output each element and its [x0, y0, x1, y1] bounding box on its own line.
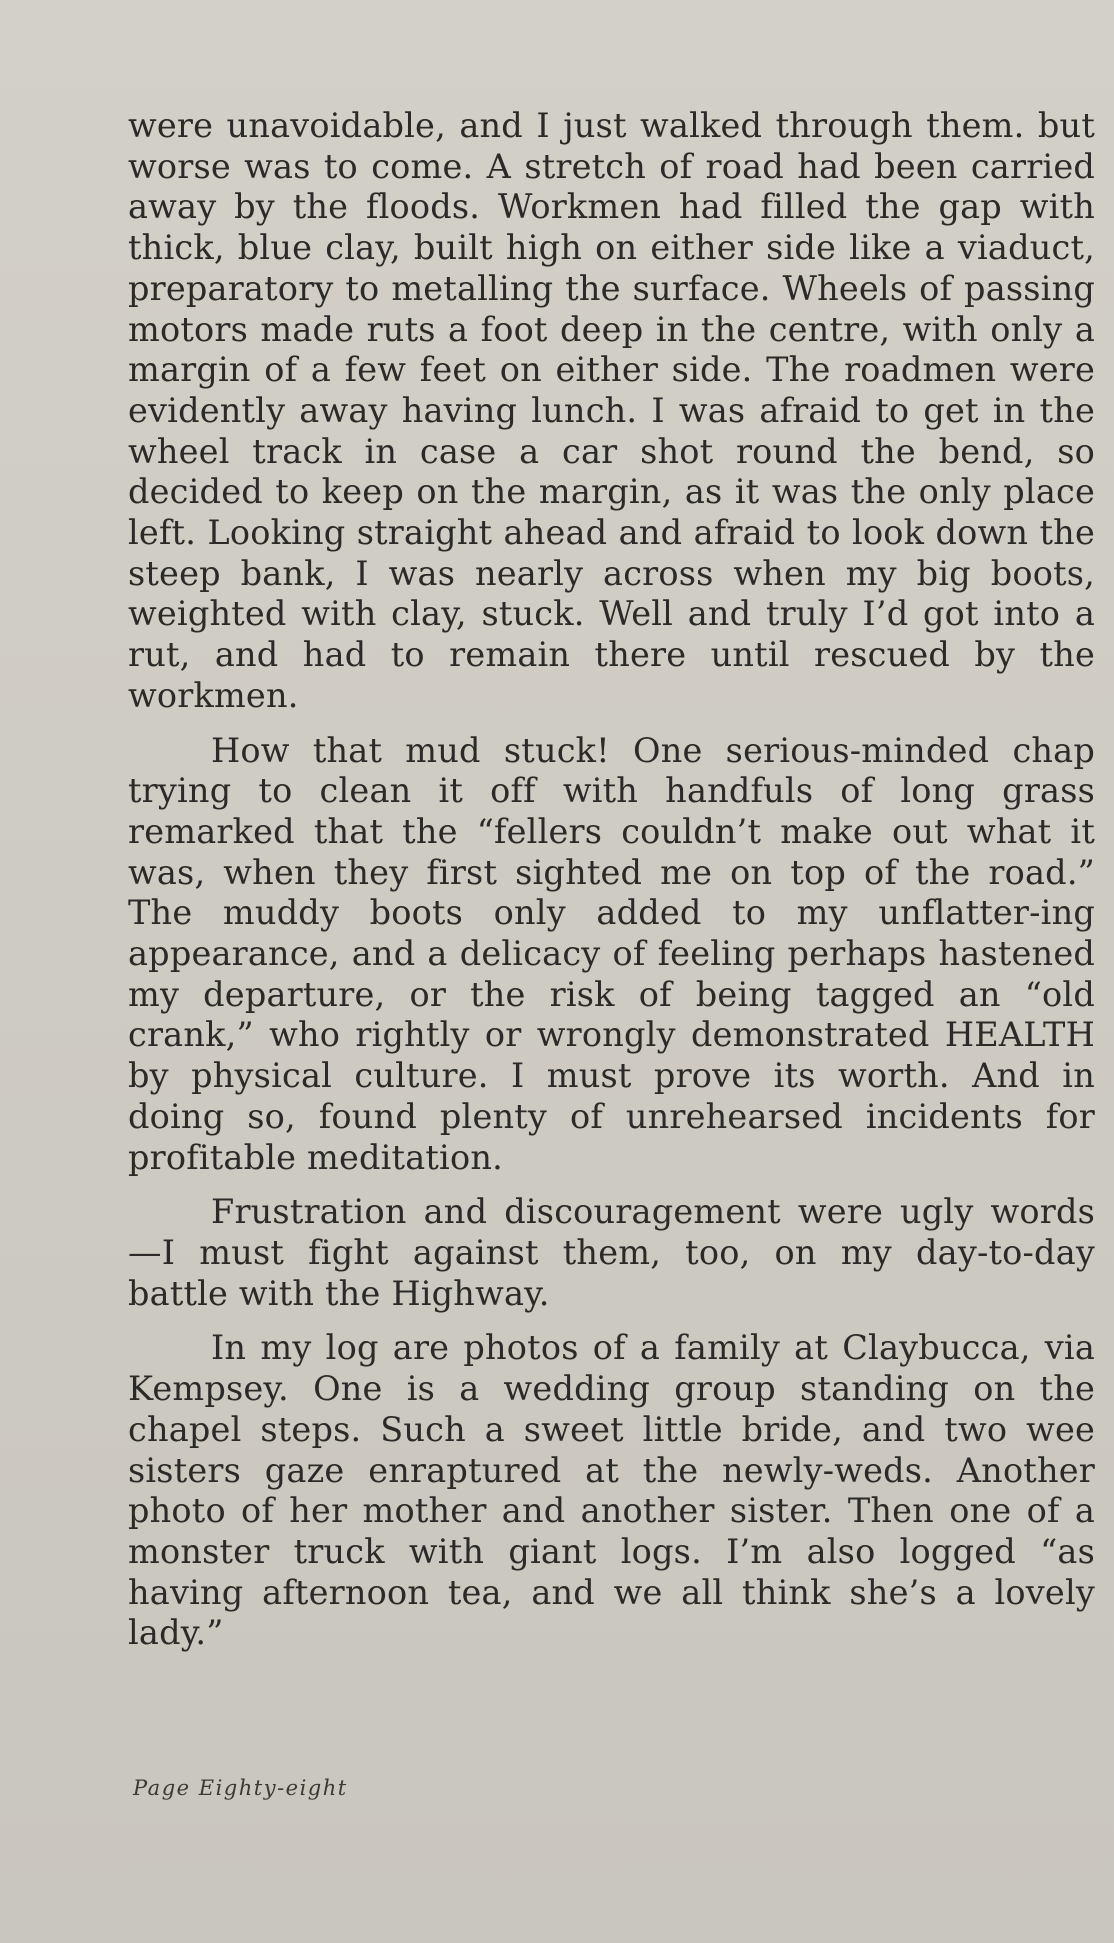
paragraph-1: were unavoidable, and I just walked through them. but worse was to come. A stretch of road had been carried away by the floods. Workmen had filled the gap with thick, blue clay, built high on either side like a viaduct, preparatory to metalling the surface. Wheels of passing motors made ruts a foot deep in the centre, with only a margin of a few feet on either side. The roadmen were evidently away having lunch. I was afraid to get in the wheel track in case a car shot round the bend, so decided to keep on the margin, as it was the only place left. Looking straight ahead and afraid to look down the steep bank, I was nearly across when my big boots, weighted with clay, stuck. Well and truly I’d got into a rut, and had to remain there until rescued by the workmen. — [128, 106, 1095, 715]
paragraph-3: Frustration and discouragement were ugly words—I must fight against them, too, on my day-to-day battle with the Highway. — [128, 1192, 1095, 1313]
page-number: Page Eighty-eight — [133, 1776, 348, 1800]
body-text — [128, 106, 1095, 1668]
paragraph-4: In my log are photos of a family at Claybucca, via Kempsey. One is a wedding group standing on the chapel steps. Such a sweet little bride, and two wee sisters gaze enraptured at the newly-weds. Another photo of her mother and another sister. Then one of a monster truck with giant logs. I’m also logged “as having afternoon tea, and we all think she’s a lovely lady.” — [128, 1328, 1095, 1653]
paragraph-2: How that mud stuck! One serious-minded chap trying to clean it off with handfuls of long grass remarked that the “fellers couldn’t make out what it was, when they first sighted me on top of the road.” The muddy boots only added to my unflatter-ing appearance, and a delicacy of feeling perhaps hastened my departure, or the risk of being tagged an “old crank,” who rightly or wrongly demonstrated HEALTH by physical culture. I must prove its worth. And in doing so, found plenty of unrehearsed incidents for profitable meditation. — [128, 730, 1095, 1177]
